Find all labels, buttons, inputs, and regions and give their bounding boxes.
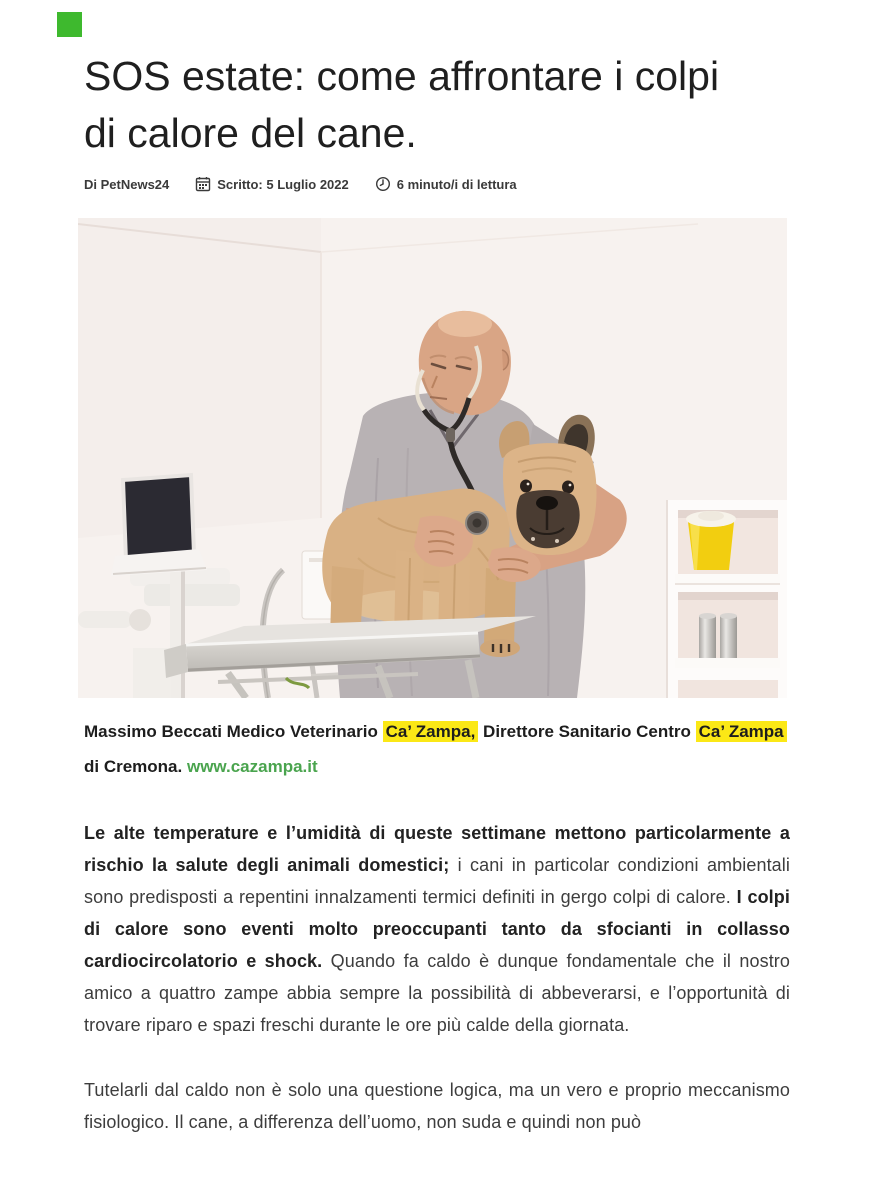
calendar-icon xyxy=(195,176,211,192)
published-date xyxy=(195,176,348,192)
text-segment: i cani in particolar condizioni ambientali sono predisposti a repentini innalzamenti termici definiti in gergo colpi di calore. xyxy=(84,855,790,907)
caption-link[interactable]: www.cazampa.it xyxy=(186,757,318,776)
published-date-label: Scritto: 5 Luglio 2022 xyxy=(217,176,349,192)
byline xyxy=(84,176,790,192)
paragraph-1 xyxy=(84,817,790,1041)
text-segment: di Cremona. xyxy=(84,757,187,776)
text-segment: Quando fa caldo è dunque fondamentale che il nostro amico a quattro zampe abbia sempre la possibilità di abbeverarsi, e l’opportunità di trovare riparo e spazi freschi durante le ore più calde della giornata. xyxy=(84,951,791,1035)
page-title xyxy=(84,48,790,162)
site-logo-square[interactable] xyxy=(57,12,82,37)
read-time-label: 6 minuto/i di lettura xyxy=(396,176,517,192)
article-image xyxy=(78,218,787,698)
clock-icon xyxy=(375,176,391,192)
read-time xyxy=(375,176,517,192)
author-label[interactable]: Di PetNews24 xyxy=(84,176,170,192)
text-segment: Direttore Sanitario Centro xyxy=(478,722,696,741)
highlighted-text: Ca’ Zampa xyxy=(696,721,787,742)
paragraph-2 xyxy=(84,1074,790,1138)
vet-clinic-illustration xyxy=(78,218,787,698)
yellow-container xyxy=(686,511,736,570)
text-segment: Tutelarli dal caldo non è solo una questione logica, ma un vero e proprio meccanismo fisiologico. Il cane, a differenza dell’uomo, non suda e quindi non può xyxy=(84,1080,790,1132)
text-segment: Le alte temperature e l’umidità di queste settimane mettono particolarmente a rischio la salute degli animali domestici; xyxy=(84,823,790,875)
veterinarian-head xyxy=(419,311,511,415)
article-content xyxy=(84,48,790,1138)
page-title-line2: di calore del cane. xyxy=(84,110,417,156)
image-caption xyxy=(84,714,790,784)
shelf-unit xyxy=(666,500,787,698)
highlighted-text: Ca’ Zampa, xyxy=(383,721,479,742)
text-segment: Massimo Beccati Medico Veterinario xyxy=(84,722,383,741)
text-segment: I colpi di calore sono eventi molto preoccupanti tanto da sfocianti in collasso cardiocircolatorio e shock. xyxy=(84,887,790,971)
page-title-line1: SOS estate: come affrontare i colpi xyxy=(84,53,720,99)
